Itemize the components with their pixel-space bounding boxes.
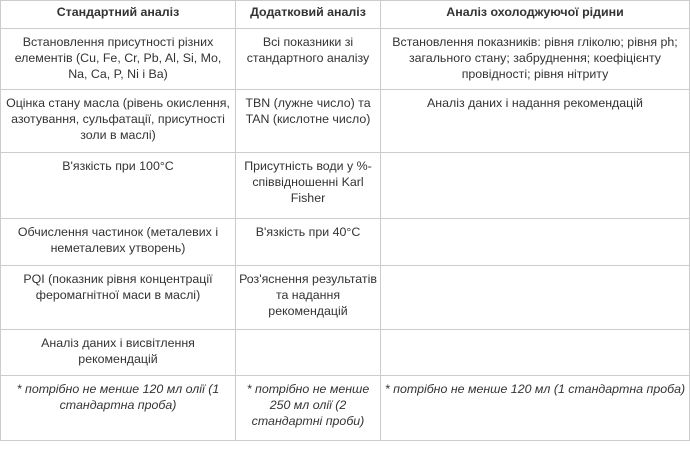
table-row (1, 90, 690, 153)
header-row (1, 1, 690, 29)
notes-row (1, 376, 690, 441)
table-row (1, 266, 690, 330)
table-row (1, 219, 690, 266)
table-cell: Роз'яснення результатів та надання рекомендацій (236, 266, 381, 330)
header-additional-analysis: Додатковий аналіз (236, 1, 381, 29)
table-cell-empty (381, 266, 690, 330)
note-additional-analysis: * потрібно не менше 250 мл олії (2 стандартні проби) (236, 376, 381, 441)
table-cell: Оцінка стану масла (рівень окислення, азотування, сульфатації, присутності золи в маслі) (1, 90, 236, 153)
table-cell: Аналіз даних і надання рекомендацій (381, 90, 690, 153)
table-cell-empty (381, 153, 690, 219)
table-cell-empty (381, 330, 690, 376)
header-standard-analysis: Стандартний аналіз (1, 1, 236, 29)
table-row (1, 29, 690, 90)
note-standard-analysis: * потрібно не менше 120 мл олії (1 стандартна проба) (1, 376, 236, 441)
table-cell: В'язкість при 100°C (1, 153, 236, 219)
table-cell: TBN (лужне число) та TAN (кислотне число) (236, 90, 381, 153)
table-cell: Всі показники зі стандартного аналізу (236, 29, 381, 90)
table-cell: Встановлення показників: рівня гліколю; рівня ph; загального стану; забруднення; коефіцієнту провідності; рівня нітриту (381, 29, 690, 90)
table-cell: Обчислення частинок (металевих і неметалевих утворень) (1, 219, 236, 266)
table-cell: Присутність води у %-співвідношенні Karl Fisher (236, 153, 381, 219)
table-cell: Аналіз даних і висвітлення рекомендацій (1, 330, 236, 376)
table-row (1, 153, 690, 219)
table-cell: Встановлення присутності різних елементів (Cu, Fe, Cr, Pb, Al, Si, Mo, Na, Ca, P, Ni і Ba) (1, 29, 236, 90)
header-coolant-analysis: Аналіз охолоджуючої рідини (381, 1, 690, 29)
note-coolant-analysis: * потрібно не менше 120 мл (1 стандартна проба) (381, 376, 690, 441)
table-cell-empty (381, 219, 690, 266)
table-cell: PQI (показник рівня концентрації феромагнітної маси в маслі) (1, 266, 236, 330)
table-cell-empty (236, 330, 381, 376)
table-cell: В'язкість при 40°C (236, 219, 381, 266)
table-row (1, 330, 690, 376)
